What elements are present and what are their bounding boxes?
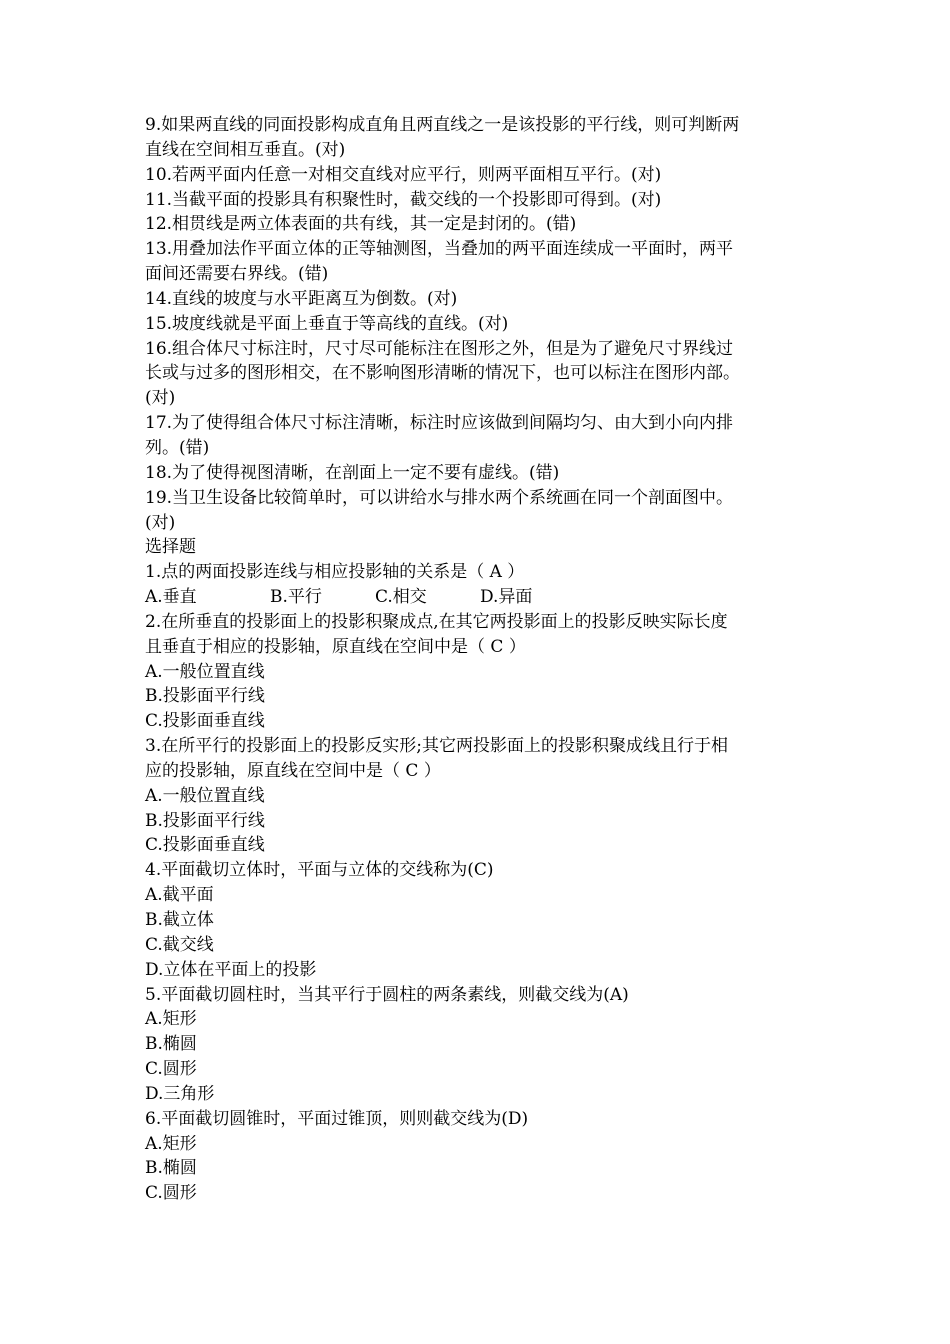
text-line: 3.在所平行的投影面上的投影反实形;其它两投影面上的投影积聚成线且行于相 bbox=[145, 736, 728, 757]
text-line: 12.相贯线是两立体表面的共有线，其一定是封闭的。(错) bbox=[145, 214, 577, 235]
text-line: C.圆形 bbox=[145, 1059, 197, 1080]
text-line: D.立体在平面上的投影 bbox=[145, 959, 317, 980]
text-line: 直线在空间相互垂直。(对) bbox=[145, 139, 346, 160]
q1-options-row bbox=[145, 585, 820, 610]
text-line: A.一般位置直线 bbox=[145, 661, 265, 682]
multiple-choice-section bbox=[145, 610, 820, 1206]
true-false-section bbox=[145, 113, 820, 585]
text-line: 面间还需要右界线。(错) bbox=[145, 264, 329, 285]
text-line: B.投影面平行线 bbox=[145, 810, 265, 831]
text-line: 9.如果两直线的同面投影构成直角且两直线之一是该投影的平行线，则可判断两 bbox=[145, 115, 740, 135]
text-line: 且垂直于相应的投影轴，原直线在空间中是（ C ） bbox=[145, 636, 526, 657]
text-line: C.圆形 bbox=[145, 1183, 197, 1204]
q1-option-a: A.垂直 bbox=[145, 587, 197, 608]
text-line: (对) bbox=[145, 388, 176, 409]
text-line: B.椭圆 bbox=[145, 1034, 197, 1055]
text-line: 6.平面截切圆锥时，平面过锥顶，则则截交线为(D) bbox=[145, 1108, 529, 1129]
q1-option-c: C.相交 bbox=[375, 587, 427, 608]
text-line: C.截交线 bbox=[145, 934, 214, 955]
text-line: (对) bbox=[145, 512, 176, 533]
text-line: B.投影面平行线 bbox=[145, 686, 265, 707]
document-body bbox=[145, 113, 820, 1206]
text-line: 19.当卫生设备比较简单时，可以讲给水与排水两个系统画在同一个剖面图中。 bbox=[145, 487, 734, 508]
text-line: 14.直线的坡度与水平距离互为倒数。(对) bbox=[145, 288, 458, 309]
text-line: 17.为了使得组合体尺寸标注清晰，标注时应该做到间隔均匀、由大到小向内排 bbox=[145, 413, 734, 434]
text-line: 5.平面截切圆柱时，当其平行于圆柱的两条素线，则截交线为(A) bbox=[145, 984, 629, 1005]
text-line: 列。(错) bbox=[145, 437, 210, 458]
text-line: D.三角形 bbox=[145, 1083, 215, 1104]
q1-option-b: B.平行 bbox=[270, 587, 322, 608]
text-line: A.一般位置直线 bbox=[145, 785, 265, 806]
text-line: 16.组合体尺寸标注时，尺寸尽可能标注在图形之外，但是为了避免尺寸界线过 bbox=[145, 338, 734, 359]
text-line: C.投影面垂直线 bbox=[145, 835, 265, 856]
text-line: 18.为了使得视图清晰，在剖面上一定不要有虚线。(错) bbox=[145, 462, 560, 483]
text-line: A.截平面 bbox=[145, 885, 214, 906]
text-line: 应的投影轴，原直线在空间中是（ C ） bbox=[145, 760, 441, 781]
text-line: 长或与过多的图形相交，在不影响图形清晰的情况下，也可以标注在图形内部。 bbox=[145, 363, 740, 384]
text-line: 15.坡度线就是平面上垂直于等高线的直线。(对) bbox=[145, 313, 509, 334]
text-line: 2.在所垂直的投影面上的投影积聚成点,在其它两投影面上的投影反映实际长度 bbox=[145, 611, 728, 632]
text-line: A.矩形 bbox=[145, 1009, 197, 1030]
q1-option-d: D.异面 bbox=[480, 587, 533, 608]
text-line: A.矩形 bbox=[145, 1133, 197, 1154]
text-line: 11.当截平面的投影具有积聚性时，截交线的一个投影即可得到。(对) bbox=[145, 189, 662, 210]
text-line: 10.若两平面内任意一对相交直线对应平行，则两平面相互平行。(对) bbox=[145, 164, 662, 185]
text-line: 1.点的两面投影连线与相应投影轴的关系是（ A ） bbox=[145, 562, 525, 583]
text-line: 选择题 bbox=[145, 537, 196, 558]
text-line: 13.用叠加法作平面立体的正等轴测图，当叠加的两平面连续成一平面时，两平 bbox=[145, 239, 734, 260]
text-line: C.投影面垂直线 bbox=[145, 711, 265, 732]
text-line: B.椭圆 bbox=[145, 1158, 197, 1179]
text-line: B.截立体 bbox=[145, 910, 214, 930]
text-line: 4.平面截切立体时，平面与立体的交线称为(C) bbox=[145, 860, 494, 881]
